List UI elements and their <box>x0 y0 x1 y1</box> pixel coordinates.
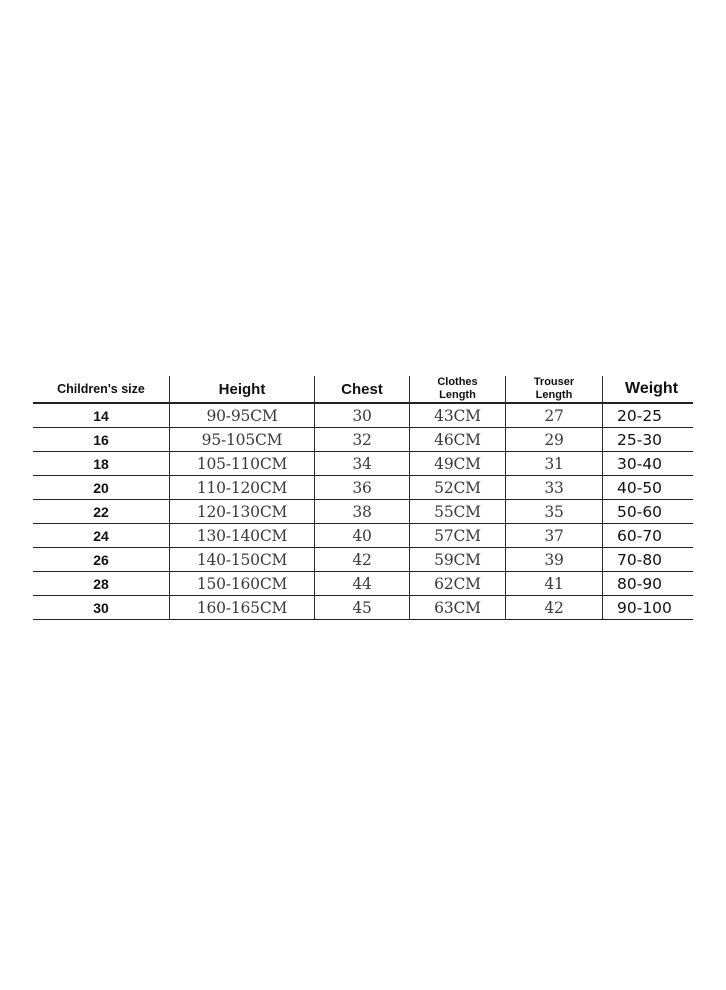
cell-height: 150-160CM <box>169 572 314 595</box>
header-chest: Chest <box>314 376 409 402</box>
cell-clothes-length: 52CM <box>409 476 505 499</box>
cell-trouser-length: 42 <box>505 596 602 619</box>
cell-height: 110-120CM <box>169 476 314 499</box>
cell-clothes-length: 59CM <box>409 548 505 571</box>
header-trouser-length <box>505 376 602 402</box>
cell-clothes-length: 46CM <box>409 428 505 451</box>
size-chart-table <box>33 376 693 620</box>
cell-weight: 90-100 <box>602 596 693 619</box>
cell-trouser-length: 41 <box>505 572 602 595</box>
cell-weight: 60-70 <box>602 524 693 547</box>
cell-weight: 30-40 <box>602 452 693 475</box>
cell-chest: 30 <box>314 404 409 427</box>
cell-size: 22 <box>93 503 109 520</box>
cell-clothes-length: 55CM <box>409 500 505 523</box>
cell-weight: 50-60 <box>602 500 693 523</box>
cell-chest: 32 <box>314 428 409 451</box>
header-height: Height <box>169 376 314 402</box>
table-header-row <box>33 376 693 404</box>
table-row <box>33 428 693 452</box>
table-row <box>33 452 693 476</box>
cell-height: 105-110CM <box>169 452 314 475</box>
header-trouser-length-line2: Length <box>535 389 573 401</box>
cell-weight: 40-50 <box>602 476 693 499</box>
cell-weight: 70-80 <box>602 548 693 571</box>
cell-height: 95-105CM <box>169 428 314 451</box>
cell-size: 24 <box>93 527 109 544</box>
cell-height: 120-130CM <box>169 500 314 523</box>
cell-clothes-length: 49CM <box>409 452 505 475</box>
cell-trouser-length: 39 <box>505 548 602 571</box>
cell-clothes-length: 63CM <box>409 596 505 619</box>
table-row <box>33 596 693 620</box>
table-row <box>33 572 693 596</box>
cell-height: 140-150CM <box>169 548 314 571</box>
cell-weight: 20-25 <box>602 404 693 427</box>
cell-chest: 45 <box>314 596 409 619</box>
table-row <box>33 548 693 572</box>
header-trouser-length-line1: Trouser <box>533 376 575 388</box>
cell-height: 130-140CM <box>169 524 314 547</box>
cell-trouser-length: 31 <box>505 452 602 475</box>
cell-size: 28 <box>93 575 109 592</box>
cell-size: 20 <box>93 479 109 496</box>
table-row <box>33 500 693 524</box>
header-weight: Weight <box>602 376 693 402</box>
table-row <box>33 524 693 548</box>
table-row <box>33 404 693 428</box>
cell-size: 16 <box>93 431 109 448</box>
cell-clothes-length: 62CM <box>409 572 505 595</box>
cell-chest: 34 <box>314 452 409 475</box>
cell-size: 30 <box>93 599 109 616</box>
cell-trouser-length: 33 <box>505 476 602 499</box>
cell-trouser-length: 37 <box>505 524 602 547</box>
header-clothes-length-line1: Clothes <box>437 376 478 388</box>
cell-trouser-length: 27 <box>505 404 602 427</box>
cell-weight: 25-30 <box>602 428 693 451</box>
cell-size: 18 <box>93 455 109 472</box>
cell-clothes-length: 43CM <box>409 404 505 427</box>
cell-chest: 40 <box>314 524 409 547</box>
cell-chest: 44 <box>314 572 409 595</box>
header-clothes-length <box>409 376 505 402</box>
cell-height: 90-95CM <box>169 404 314 427</box>
cell-trouser-length: 29 <box>505 428 602 451</box>
cell-size: 26 <box>93 551 109 568</box>
cell-height: 160-165CM <box>169 596 314 619</box>
cell-clothes-length: 57CM <box>409 524 505 547</box>
cell-chest: 36 <box>314 476 409 499</box>
cell-chest: 42 <box>314 548 409 571</box>
cell-chest: 38 <box>314 500 409 523</box>
header-clothes-length-line2: Length <box>439 389 476 401</box>
table-row <box>33 476 693 500</box>
cell-weight: 80-90 <box>602 572 693 595</box>
cell-size: 14 <box>93 407 109 424</box>
cell-trouser-length: 35 <box>505 500 602 523</box>
header-childrens-size: Children's size <box>57 382 145 396</box>
